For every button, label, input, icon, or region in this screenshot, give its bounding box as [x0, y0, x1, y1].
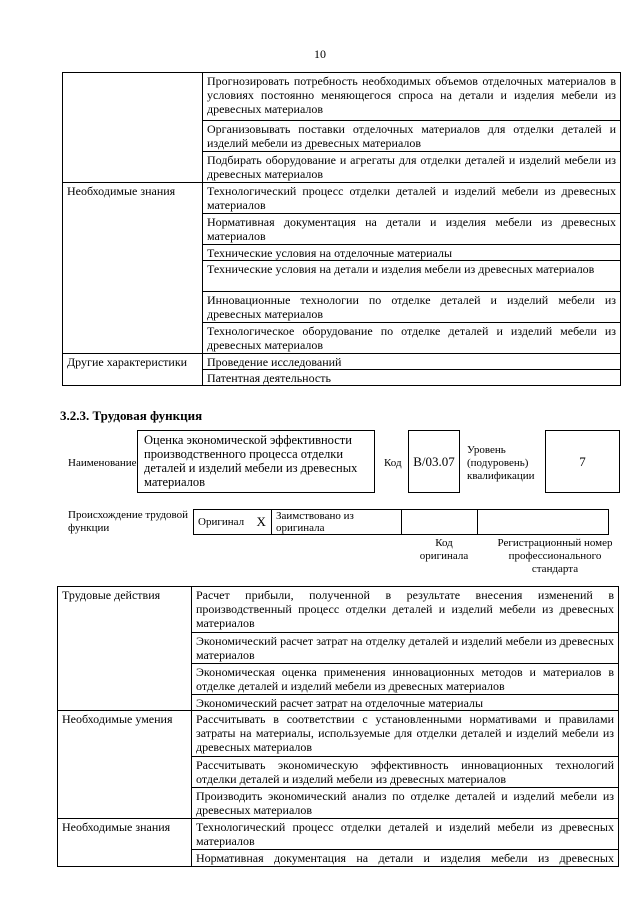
row-label-actions: Трудовые действия: [58, 587, 192, 711]
row-text: Прогнозировать потребность необходимых объемов отделочных материалов в условиях постоянно меняющегося спроса на детали и изделия мебели из древесных материалов: [203, 73, 621, 121]
registration-number-cell: [478, 510, 609, 535]
origin-label: Происхождение трудовой функции: [68, 509, 189, 534]
row-text: Экономический расчет затрат на отделку деталей и изделий мебели из древесных материалов: [192, 633, 619, 664]
table-row: [63, 73, 621, 121]
row-text: Рассчитывать в соответствии с установленными нормативами и правилами затраты на материалы, используемые для отделки деталей и изделий мебели из древесных материалов: [192, 711, 619, 757]
original-label: Оригинал: [194, 510, 252, 535]
row-text: Экономический расчет затрат на отделочные материалы: [192, 695, 619, 711]
table-row: [63, 354, 621, 370]
row-label-knowledge: Необходимые знания: [58, 819, 192, 867]
table-row: [58, 819, 619, 850]
row-text: Организовывать поставки отделочных материалов для отделки деталей и изделий мебели из древесных материалов: [203, 121, 621, 152]
name-label: Наименование: [68, 457, 137, 469]
function-name-box: Оценка экономической эффективности производственного процесса отделки деталей и изделий мебели из древесных материалов: [137, 430, 375, 493]
row-text: Технологический процесс отделки деталей и изделий мебели из древесных материалов: [192, 819, 619, 850]
row-text: Нормативная документация на детали и изделия мебели из древесных: [192, 850, 619, 867]
row-text: Технологическое оборудование по отделке деталей и изделий мебели из древесных материалов: [203, 323, 621, 354]
origin-table: [193, 509, 609, 535]
page-number: 10: [314, 47, 326, 61]
row-text: Инновационные технологии по отделке деталей и изделий мебели из древесных материалов: [203, 292, 621, 323]
row-text: Технические условия на отделочные материалы: [203, 245, 621, 261]
row-text: Технические условия на детали и изделия мебели из древесных материалов: [203, 261, 621, 292]
row-text: Расчет прибыли, полученной в результате внесения изменений в производственный процесс отделки деталей и изделий мебели из древесных материалов: [192, 587, 619, 633]
row-label-knowledge: Необходимые знания: [63, 183, 203, 354]
registration-caption: Регистрационный номер профессионального стандарта: [497, 537, 613, 575]
code-caption: Код оригинала: [419, 537, 469, 562]
row-text: Технологический процесс отделки деталей и изделий мебели из древесных материалов: [203, 183, 621, 214]
row-label-other: Другие характеристики: [63, 354, 203, 386]
table-row: [58, 587, 619, 633]
row-text: Экономическая оценка применения инновационных методов и материалов в отделке деталей и изделий мебели из древесных материалов: [192, 664, 619, 695]
code-value-box: B/03.07: [408, 430, 460, 493]
row-label-skills: Необходимые умения: [58, 711, 192, 819]
skills-table-top: [62, 72, 621, 386]
code-label: Код: [384, 457, 402, 469]
original-mark: X: [252, 510, 272, 535]
row-text: Рассчитывать экономическую эффективность инновационных технологий отделки деталей и изделий мебели из древесных материалов: [192, 757, 619, 788]
row-text: Производить экономический анализ по отделке деталей и изделий мебели из древесных материалов: [192, 788, 619, 819]
original-code-cell: [402, 510, 478, 535]
skills-table-bottom: [57, 586, 619, 867]
row-text: Нормативная документация на детали и изделия мебели из древесных материалов: [203, 214, 621, 245]
row-text: Проведение исследований: [203, 354, 621, 370]
row-label: [63, 73, 203, 183]
table-row: [63, 183, 621, 214]
level-value-box: 7: [545, 430, 620, 493]
section-heading: 3.2.3. Трудовая функция: [60, 408, 203, 423]
borrowed-label: Заимствовано из оригинала: [272, 510, 402, 535]
table-row: [58, 711, 619, 757]
row-text: Подбирать оборудование и агрегаты для отделки деталей и изделий мебели из древесных материалов: [203, 152, 621, 183]
level-label: Уровень (подуровень) квалификации: [467, 444, 535, 482]
row-text: Патентная деятельность: [203, 370, 621, 386]
